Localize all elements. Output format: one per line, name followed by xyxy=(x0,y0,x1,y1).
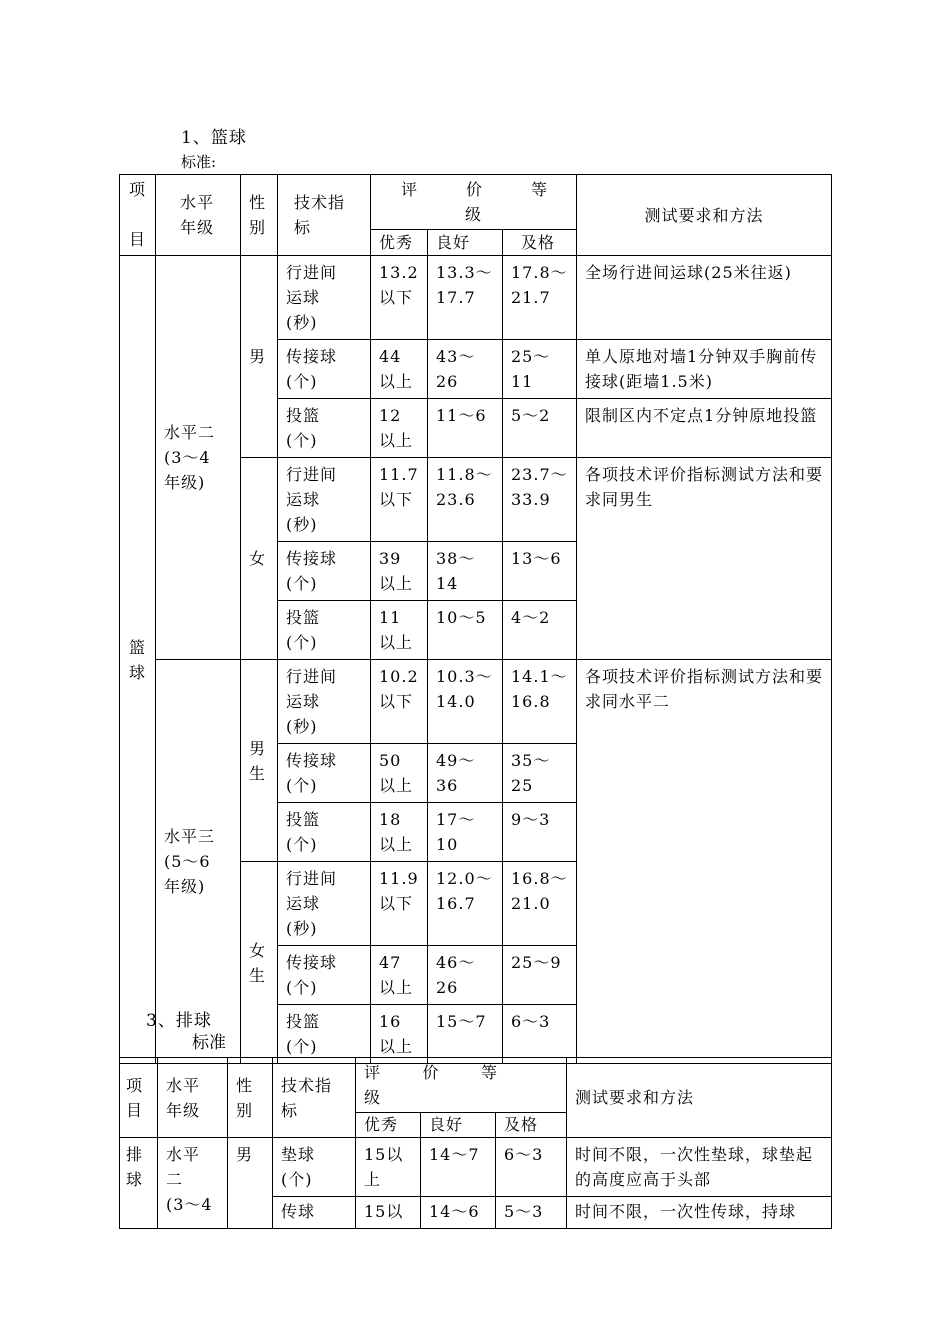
gender-level3-male: 男 生 xyxy=(241,660,278,862)
section-subtitle-basketball: 标准: xyxy=(181,153,217,171)
method-cell-level3: 各项技术评价指标测试方法和要求同水平二 xyxy=(577,660,832,1064)
v-pass-cell: 6～3 xyxy=(496,1138,567,1197)
skill-cell: 行进间 运球 (秒) xyxy=(278,862,371,946)
good-cell: 38～14 xyxy=(428,542,503,601)
pass-cell: 5～2 xyxy=(503,399,577,458)
good-cell: 43～26 xyxy=(428,340,503,399)
header-grade-char-1: 评 xyxy=(401,180,419,199)
v-good-cell: 14～6 xyxy=(421,1197,496,1229)
header-grade-char-2: 价 xyxy=(466,180,484,199)
v-header-skill: 技术指 标 xyxy=(273,1058,356,1138)
header-grade-tail: 级 xyxy=(465,205,483,224)
excellent-cell: 11.7 以下 xyxy=(371,458,428,542)
v-header-method: 测试要求和方法 xyxy=(567,1058,832,1138)
v-item-name: 排 球 xyxy=(120,1138,158,1229)
good-cell: 10～5 xyxy=(428,601,503,660)
v-header-grade-char-2: 价 xyxy=(422,1063,440,1082)
gender-level2-female: 女 xyxy=(241,458,278,660)
good-cell: 17～10 xyxy=(428,803,503,862)
v-header-grade xyxy=(356,1058,567,1113)
excellent-cell: 44 以上 xyxy=(371,340,428,399)
v-header-gender: 性 别 xyxy=(228,1058,273,1138)
excellent-cell: 10.2 以下 xyxy=(371,660,428,744)
excellent-cell: 16 以上 xyxy=(371,1005,428,1064)
skill-cell: 行进间 运球 (秒) xyxy=(278,256,371,340)
pass-cell: 13～6 xyxy=(503,542,577,601)
header-grade-char-3: 等 xyxy=(531,180,549,199)
v-header-excellent: 优秀 xyxy=(356,1113,421,1138)
good-cell: 11.8～ 23.6 xyxy=(428,458,503,542)
header-gender: 性 别 xyxy=(241,175,278,256)
pass-cell: 14.1～ 16.8 xyxy=(503,660,577,744)
header-good: 良好 xyxy=(428,230,503,256)
header-pass: 及格 xyxy=(503,230,577,256)
v-method-cell: 时间不限，一次性传球，持球 xyxy=(567,1197,832,1229)
skill-cell: 传接球 (个) xyxy=(278,340,371,399)
excellent-cell: 11.9 以下 xyxy=(371,862,428,946)
pass-cell: 35～25 xyxy=(503,744,577,803)
item-name-basketball: 篮 球 xyxy=(120,256,156,1064)
pass-cell: 9～3 xyxy=(503,803,577,862)
good-cell: 13.3～ 17.7 xyxy=(428,256,503,340)
v-header-grade-char-1: 评 xyxy=(364,1063,382,1082)
excellent-cell: 39 以上 xyxy=(371,542,428,601)
excellent-cell: 12 以上 xyxy=(371,399,428,458)
pass-cell: 17.8～ 21.7 xyxy=(503,256,577,340)
good-cell: 12.0～ 16.7 xyxy=(428,862,503,946)
skill-cell: 行进间 运球 (秒) xyxy=(278,660,371,744)
pass-cell: 25～11 xyxy=(503,340,577,399)
excellent-cell: 18 以上 xyxy=(371,803,428,862)
header-skill: 技术指 标 xyxy=(278,175,371,256)
v-header-pass: 及格 xyxy=(496,1113,567,1138)
skill-cell: 传接球 (个) xyxy=(278,946,371,1005)
method-cell: 单人原地对墙1分钟双手胸前传接球(距墙1.5米) xyxy=(577,340,832,399)
v-excellent-cell: 15以 上 xyxy=(356,1138,421,1197)
header-level: 水平 年级 xyxy=(156,175,241,256)
good-cell: 46～26 xyxy=(428,946,503,1005)
skill-cell: 行进间 运球 (秒) xyxy=(278,458,371,542)
excellent-cell: 47 以上 xyxy=(371,946,428,1005)
v-gender: 男 xyxy=(228,1138,273,1229)
gender-level2-male: 男 xyxy=(241,256,278,458)
good-cell: 15～7 xyxy=(428,1005,503,1064)
section-title-basketball: 1、篮球 xyxy=(181,128,247,148)
level-name-3: 水平三 (5～6 年级) xyxy=(156,660,241,1064)
v-excellent-cell: 15以 xyxy=(356,1197,421,1229)
good-cell: 49～36 xyxy=(428,744,503,803)
level-name-2: 水平二 (3～4 年级) xyxy=(156,256,241,660)
v-header-level: 水平 年级 xyxy=(158,1058,228,1138)
basketball-standards-table xyxy=(119,174,832,1064)
v-level-name: 水平 二 (3～4 xyxy=(158,1138,228,1229)
v-header-item: 项 目 xyxy=(120,1058,158,1138)
pass-cell: 25～9 xyxy=(503,946,577,1005)
method-cell-level2-female: 各项技术评价指标测试方法和要求同男生 xyxy=(577,458,832,660)
v-header-grade-tail: 级 xyxy=(364,1088,382,1107)
pass-cell: 16.8～ 21.0 xyxy=(503,862,577,946)
pass-cell: 6～3 xyxy=(503,1005,577,1064)
skill-cell: 投篮 (个) xyxy=(278,399,371,458)
skill-cell: 投篮 (个) xyxy=(278,1005,371,1064)
method-cell: 全场行进间运球(25米往返) xyxy=(577,256,832,340)
v-method-cell: 时间不限，一次性垫球，球垫起的高度应高于头部 xyxy=(567,1138,832,1197)
section-title-volleyball: 3、排球 xyxy=(146,1011,212,1031)
excellent-cell: 11 以上 xyxy=(371,601,428,660)
v-header-grade-char-3: 等 xyxy=(481,1063,499,1082)
skill-cell: 投篮 (个) xyxy=(278,803,371,862)
good-cell: 10.3～ 14.0 xyxy=(428,660,503,744)
v-header-good: 良好 xyxy=(421,1113,496,1138)
gender-level3-female: 女 生 xyxy=(241,862,278,1064)
skill-cell: 投篮 (个) xyxy=(278,601,371,660)
v-good-cell: 14～7 xyxy=(421,1138,496,1197)
section-subtitle-volleyball: 标准 xyxy=(192,1033,226,1053)
pass-cell: 4～2 xyxy=(503,601,577,660)
header-excellent: 优秀 xyxy=(371,230,428,256)
method-cell: 限制区内不定点1分钟原地投篮 xyxy=(577,399,832,458)
skill-cell: 传接球 (个) xyxy=(278,542,371,601)
v-skill-cell: 传球 xyxy=(273,1197,356,1229)
header-item: 项 目 xyxy=(120,175,156,256)
excellent-cell: 50 以上 xyxy=(371,744,428,803)
header-grade xyxy=(371,175,577,230)
skill-cell: 传接球 (个) xyxy=(278,744,371,803)
volleyball-standards-table xyxy=(119,1057,832,1229)
excellent-cell: 13.2 以下 xyxy=(371,256,428,340)
header-method: 测试要求和方法 xyxy=(577,175,832,256)
v-skill-cell: 垫球 (个) xyxy=(273,1138,356,1197)
v-pass-cell: 5～3 xyxy=(496,1197,567,1229)
pass-cell: 23.7～ 33.9 xyxy=(503,458,577,542)
good-cell: 11～6 xyxy=(428,399,503,458)
